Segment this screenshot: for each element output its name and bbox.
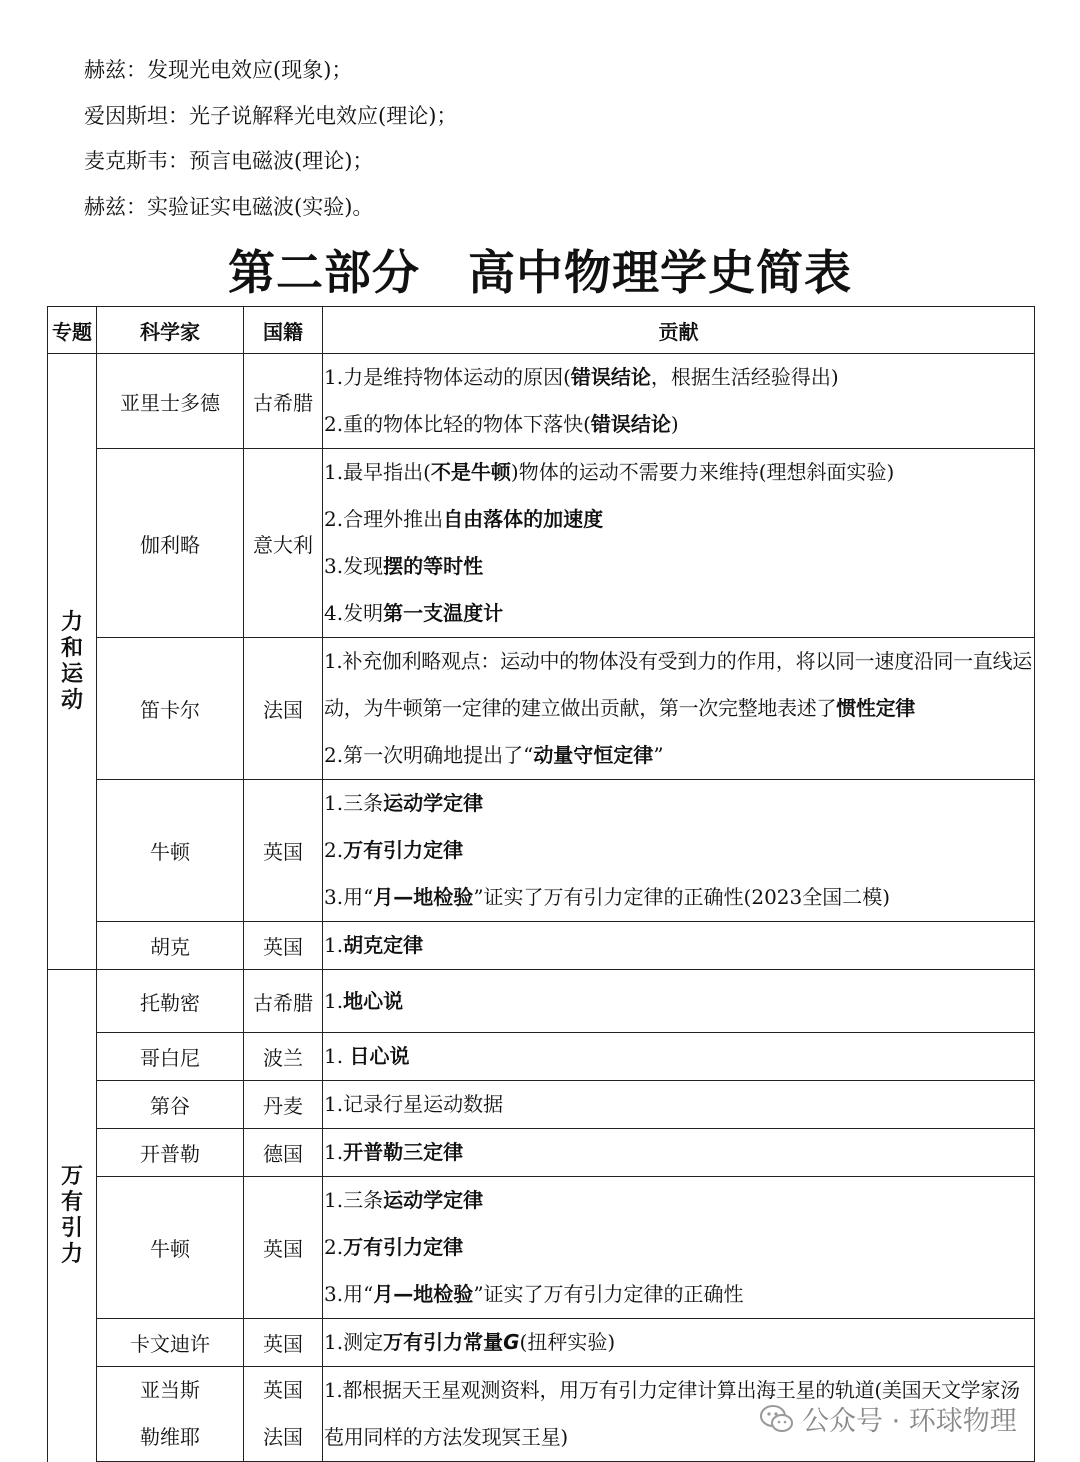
table-row: [48, 922, 1035, 970]
nationality-cell: 古希腊: [244, 970, 323, 1033]
scientist-cell: 第谷: [97, 1081, 244, 1129]
contribution-cell: 1.三条运动学定律 2.万有引力定律 3.用“月—地检验”证实了万有引力定律的正确性: [323, 1177, 1035, 1319]
contribution-cell: 1.开普勒三定律: [323, 1129, 1035, 1177]
table-row: [48, 1033, 1035, 1081]
page-title: 第二部分 高中物理学史简表: [228, 246, 852, 301]
contribution-cell: 1. 日心说: [323, 1033, 1035, 1081]
watermark: [760, 1399, 1017, 1438]
table-row: [48, 449, 1035, 638]
contribution-cell: 1.记录行星运动数据: [323, 1081, 1035, 1129]
nationality-cell: 英国: [244, 922, 323, 970]
watermark-text: 公众号 · 环球物理: [802, 1406, 1017, 1437]
table-row: [48, 780, 1035, 922]
topic-gravitation: 万有引力: [48, 970, 97, 1462]
contribution-cell: 1.力是维持物体运动的原因(错误结论，根据生活经验得出) 2.重的物体比轻的物体下落快(错误结论): [323, 354, 1035, 449]
header-topic: 专题: [48, 307, 97, 354]
scientist-name: 勒维耶: [140, 1425, 200, 1449]
intro-line: 赫兹：发现光电效应(现象)；: [84, 58, 353, 82]
scientist-cell: 哥白尼: [97, 1033, 244, 1081]
nationality-cell: 英国: [244, 1319, 323, 1367]
scientist-cell: 牛顿: [97, 1177, 244, 1319]
nationality-cell: 丹麦: [244, 1081, 323, 1129]
scientist-cell: 牛顿: [97, 780, 244, 922]
scientist-cell: 托勒密: [97, 970, 244, 1033]
intro-line: 麦克斯韦：预言电磁波(理论)；: [84, 149, 374, 173]
contribution-cell: 1.都根据天王星观测资料，用万有引力定律计算出海王星的轨道(美国天文学家汤苞用同样的方法发现冥王星): [323, 1367, 1035, 1462]
topic-force-motion: 力和运动: [48, 354, 97, 970]
table-row: [48, 1177, 1035, 1319]
contribution-cell: 1.测定万有引力常量G(扭秤实验): [323, 1319, 1035, 1367]
scientist-cell: 笛卡尔: [97, 638, 244, 780]
scientist-cell: 亚里士多德: [97, 354, 244, 449]
intro-line: 赫兹：实验证实电磁波(实验)。: [84, 194, 374, 219]
table-header: [48, 307, 1035, 354]
table-row: [48, 970, 1035, 1033]
scientist-name: 亚当斯: [140, 1378, 200, 1402]
nationality-cell: 波兰: [244, 1033, 323, 1081]
contribution-cell: 1.最早指出(不是牛顿)物体的运动不需要力来维持(理想斜面实验) 2.合理外推出自由落体的加速度 3.发现摆的等时性 4.发明第一支温度计: [323, 449, 1035, 638]
wechat-icon: [760, 1404, 794, 1434]
header-scientist: 科学家: [97, 307, 244, 354]
nationality-name: 英国: [263, 1378, 303, 1402]
contribution-cell: 1.胡克定律: [323, 922, 1035, 970]
nationality-cell: 法国: [244, 638, 323, 780]
table-row: [48, 1081, 1035, 1129]
nationality-name: 法国: [263, 1425, 303, 1449]
header-nationality: 国籍: [244, 307, 323, 354]
nationality-cell: 古希腊: [244, 354, 323, 449]
scientist-cell: 卡文迪许: [97, 1319, 244, 1367]
table-row: [48, 1129, 1035, 1177]
contribution-cell: 1.三条运动学定律 2.万有引力定律 3.用“月—地检验”证实了万有引力定律的正确性(2023全国二模): [323, 780, 1035, 922]
intro-notes: [84, 48, 457, 230]
nationality-cell: 英国: [244, 1177, 323, 1319]
intro-line: 爱因斯坦：光子说解释光电效应(理论)；: [84, 103, 458, 128]
contribution-cell: 1.补充伽利略观点：运动中的物体没有受到力的作用，将以同一速度沿同一直线运动，为牛顿第一定律的建立做出贡献，第一次完整地表述了惯性定律 2.第一次明确地提出了“动量守恒定律”: [323, 638, 1035, 780]
scientist-cell: 胡克: [97, 922, 244, 970]
table-row: [48, 1319, 1035, 1367]
nationality-cell: [244, 1367, 323, 1462]
header-contribution: 贡献: [323, 307, 1035, 354]
scientist-cell: 伽利略: [97, 449, 244, 638]
contribution-cell: 1.地心说: [323, 970, 1035, 1033]
nationality-cell: 德国: [244, 1129, 323, 1177]
scientist-cell: 开普勒: [97, 1129, 244, 1177]
table-row: [48, 638, 1035, 780]
nationality-cell: 英国: [244, 780, 323, 922]
table-row: [48, 354, 1035, 449]
nationality-cell: 意大利: [244, 449, 323, 638]
scientist-cell: [97, 1367, 244, 1462]
history-table: [47, 306, 1035, 1462]
